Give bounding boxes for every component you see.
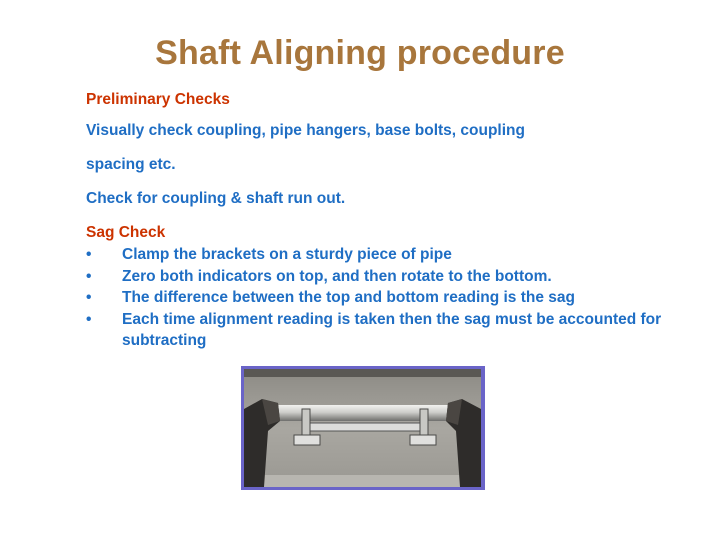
sag-check-photo: [244, 369, 481, 487]
sag-check-item-2: [86, 266, 686, 288]
preliminary-text-line-2: spacing etc.: [86, 156, 176, 173]
preliminary-text-line-3: Check for coupling & shaft run out.: [86, 190, 346, 207]
sag-check-item-3: [86, 287, 686, 309]
slide-content: [86, 89, 686, 352]
sag-check-item-text: The difference between the top and bottom reading is the sag: [122, 289, 575, 306]
bullet-icon: •: [86, 310, 92, 328]
bullet-icon: •: [86, 246, 92, 263]
bullet-icon: •: [86, 267, 92, 285]
sag-check-item-text: Each time alignment reading is taken then the sag must be accounted for subtracting: [122, 310, 662, 349]
sag-check-photo-frame: [241, 366, 485, 490]
sag-check-item-text: Clamp the brackets on a sturdy piece of pipe: [122, 246, 452, 263]
sag-check-item-4: [86, 309, 686, 352]
sag-check-item-1: [86, 244, 686, 266]
sag-check-item-text: Zero both indicators on top, and then rotate to the bottom.: [122, 267, 552, 285]
sag-check-list: [86, 244, 686, 352]
preliminary-checks-heading: Preliminary Checks: [86, 91, 230, 108]
bullet-icon: •: [86, 289, 92, 306]
preliminary-text-line-1: Visually check coupling, pipe hangers, base bolts, coupling: [86, 122, 525, 139]
slide-title: Shaft Aligning procedure: [155, 34, 565, 72]
sag-check-heading: Sag Check: [86, 224, 166, 241]
